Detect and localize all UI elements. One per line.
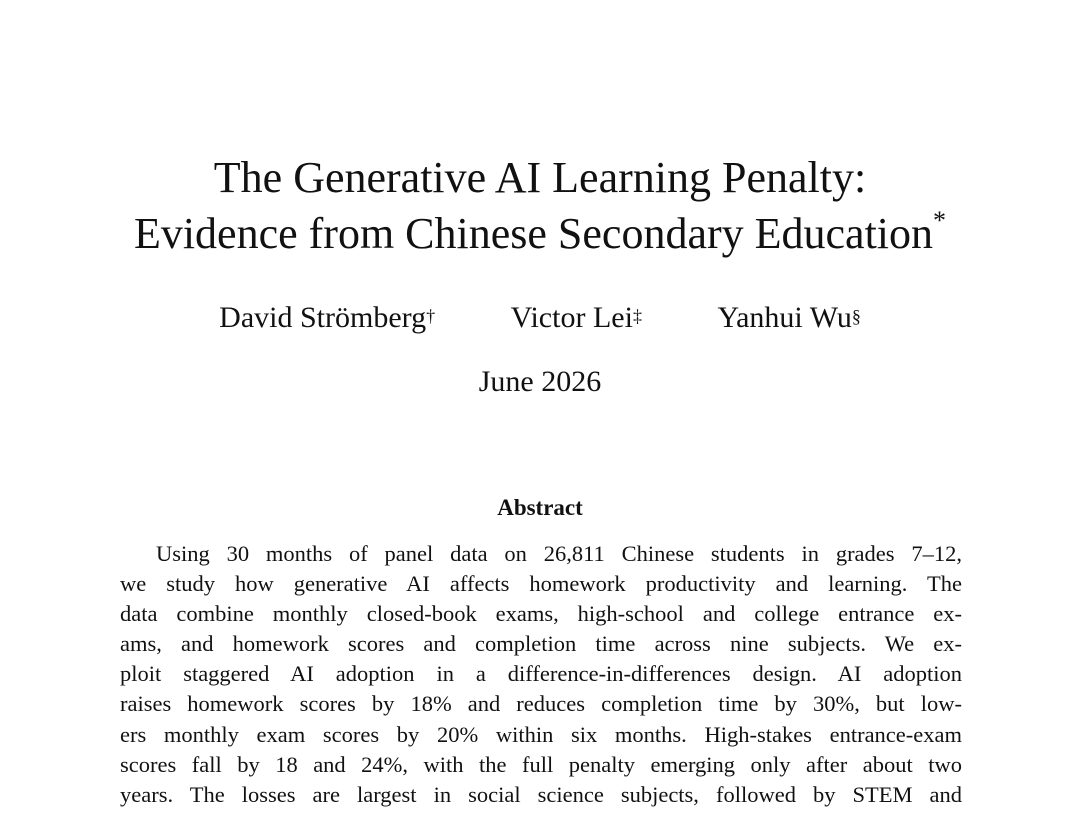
abstract-line: data combine monthly closed-book exams, high-school and college entrance ex- (120, 601, 962, 627)
paper-title (0, 150, 1080, 262)
title-footnote-mark: * (933, 206, 947, 235)
author-1 (219, 298, 435, 338)
author-name: Yanhui Wu (717, 301, 852, 334)
abstract-line: raises homework scores by 18% and reduces completion time by 30%, but low- (120, 691, 962, 717)
abstract-line: ers monthly exam scores by 20% within six months. High-stakes entrance-exam (120, 721, 962, 747)
abstract-line: Using 30 months of panel data on 26,811 Chinese students in grades 7–12, (156, 541, 962, 566)
author-list (0, 298, 1080, 338)
title-line-2 (0, 206, 1080, 262)
author-name: David Strömberg (219, 301, 427, 334)
title-line-1: The Generative AI Learning Penalty: (213, 153, 867, 202)
abstract-line: ams, and homework scores and completion time across nine subjects. We ex- (120, 631, 962, 657)
abstract-line: scores fall by 18 and 24%, with the full penalty emerging only after about two (120, 751, 962, 777)
author-2 (511, 298, 642, 338)
paper-date: June 2026 (478, 365, 602, 398)
abstract-line: years. The losses are largest in social science subjects, followed by STEM and (120, 781, 962, 807)
author-footnote-mark: † (426, 306, 436, 326)
abstract-body (120, 539, 962, 810)
author-3 (717, 298, 860, 338)
abstract-line: we study how generative AI affects homework productivity and learning. The (120, 571, 962, 597)
author-footnote-mark: ‡ (632, 306, 642, 326)
abstract-line: ploit staggered AI adoption in a difference-in-differences design. AI adoption (120, 661, 962, 687)
author-name: Victor Lei (510, 301, 633, 334)
abstract-heading: Abstract (497, 495, 583, 520)
author-footnote-mark: § (851, 306, 861, 326)
title-line-2-text: Evidence from Chinese Secondary Education (133, 209, 934, 258)
